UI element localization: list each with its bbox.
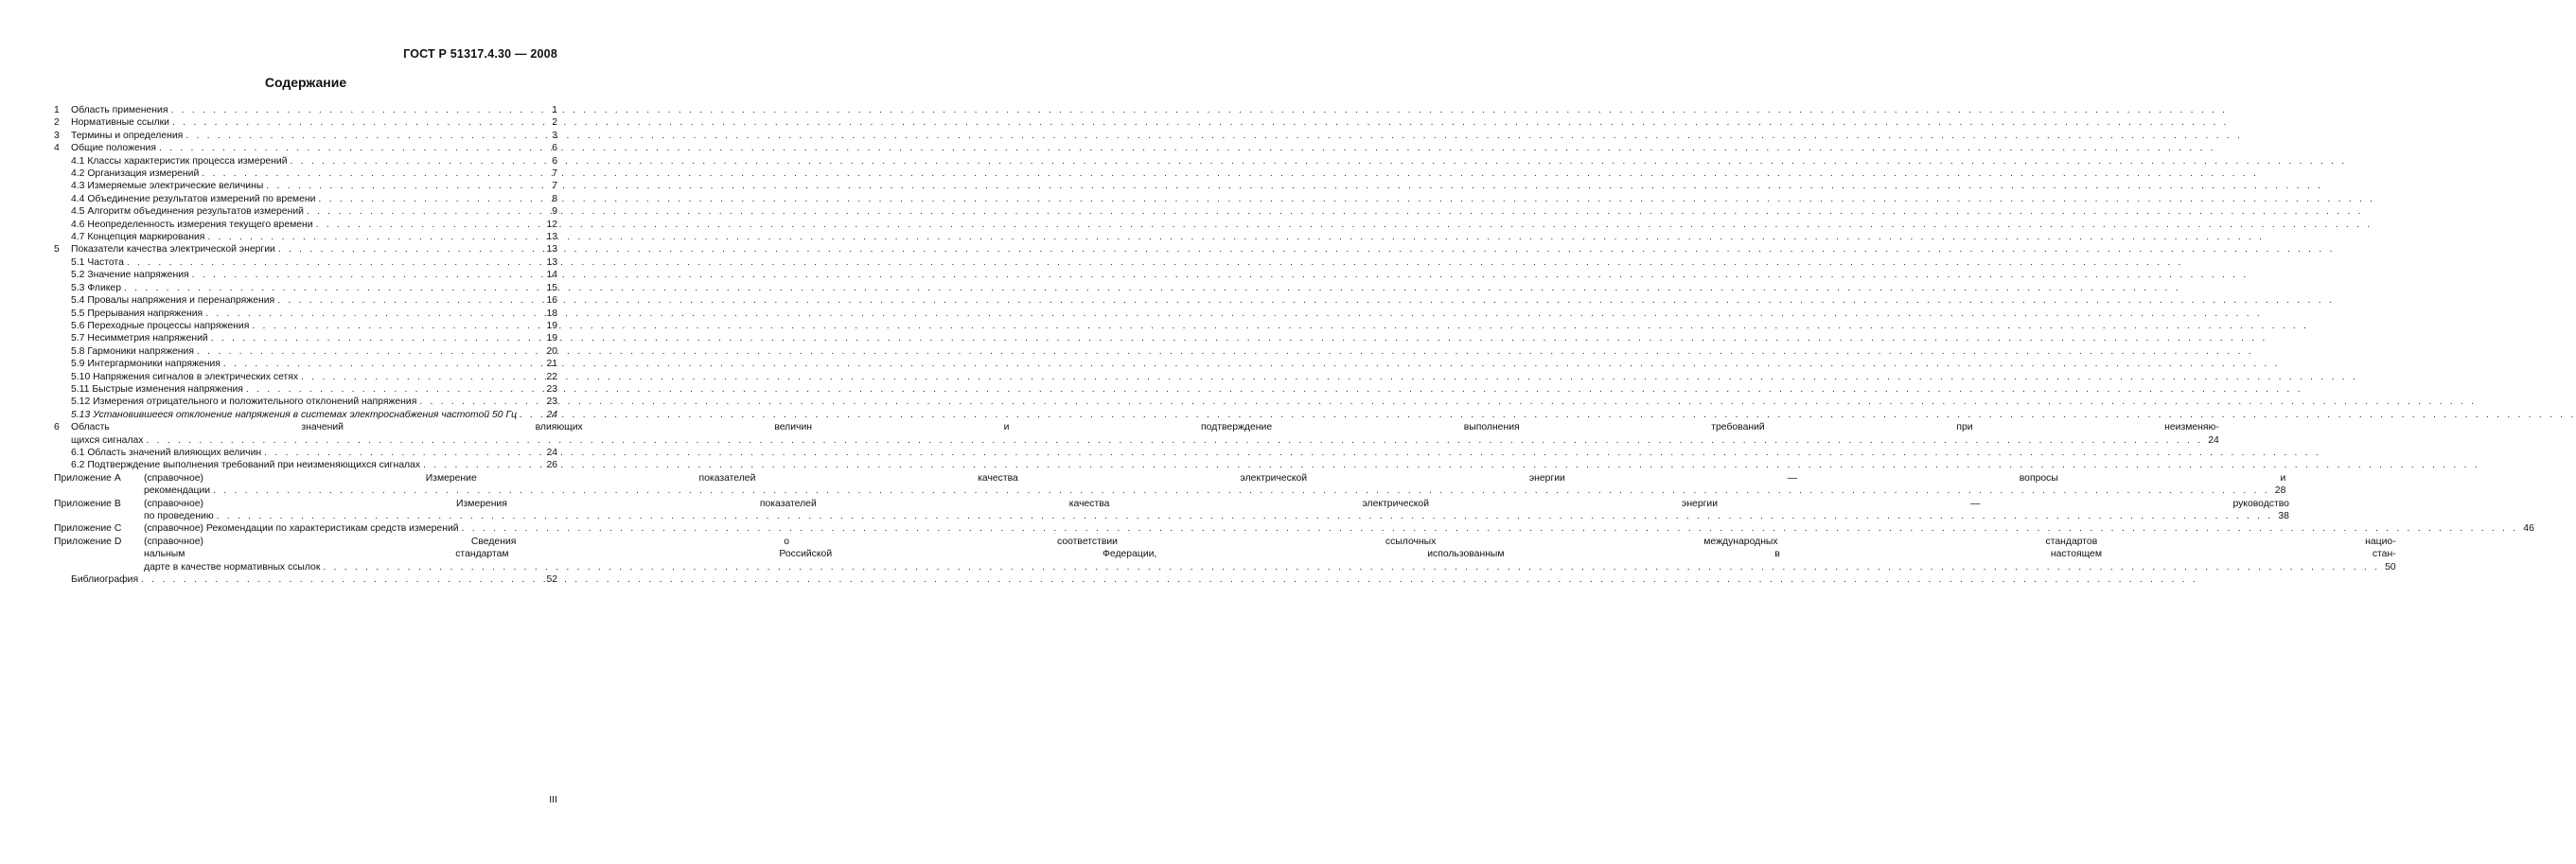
toc-entry-body <box>144 536 2396 573</box>
toc-entry-text: рекомендации <box>144 485 211 497</box>
toc-page-number: 13 <box>546 256 557 268</box>
toc-entry <box>54 371 557 383</box>
toc-entry-text: 5.12 Измерения отрицательного и положительного отклонений напряжения <box>71 397 417 408</box>
toc-entry-line: (справочное) Сведения о соответствии ссылочных международных стандартов нацио- <box>144 536 2396 547</box>
dot-leader <box>223 358 541 370</box>
toc-entry-text: Область применения <box>71 105 168 115</box>
toc-entry-text: 5.4 Провалы напряжения и перенапряжения <box>71 295 275 307</box>
toc-entry-text: 5.1 Частота <box>71 256 124 268</box>
toc-entry-text: 5.5 Прерывания напряжения <box>71 308 203 319</box>
toc-entry-number: 3 <box>54 130 60 141</box>
toc-entry <box>54 168 557 180</box>
dot-leader <box>202 168 541 180</box>
toc-entry-text: 4.4 Объединение результатов измерений по времени <box>71 193 316 204</box>
dot-leader <box>192 269 541 281</box>
dot-leader <box>217 510 2273 522</box>
dot-leader <box>170 104 541 116</box>
toc-entry-number: 5 <box>54 244 60 256</box>
toc-page-number: 13 <box>546 232 557 243</box>
toc-entry <box>54 243 557 256</box>
dot-leader <box>291 155 542 168</box>
toc-entry-text: 4.3 Измеряемые электрические величины <box>71 181 264 192</box>
dot-leader <box>278 243 541 256</box>
toc-entry-text: по проведению <box>144 511 214 521</box>
toc-page-number: 38 <box>2278 511 2289 521</box>
toc-entry-text: 5.10 Напряжения сигналов в электрических сетях <box>71 371 299 382</box>
toc-entry <box>54 205 557 218</box>
page-number: III <box>549 794 557 805</box>
toc-entry <box>54 421 2219 447</box>
dot-leader <box>205 308 541 320</box>
toc-entry <box>54 358 557 370</box>
appendix-label: Приложение D <box>54 536 122 547</box>
toc-page-number: 14 <box>546 270 557 281</box>
toc-page-number: 19 <box>546 320 557 331</box>
dot-leader <box>419 396 541 408</box>
dot-leader <box>264 447 541 459</box>
toc-page-number: 9 <box>552 206 557 218</box>
toc-entry <box>54 193 557 205</box>
toc-page-number: 7 <box>552 181 557 192</box>
toc-entry-text: Общие положения <box>71 143 156 154</box>
toc-entry-text: Нормативные ссылки <box>71 117 169 129</box>
toc-entry-body <box>71 421 2219 447</box>
toc-entry-line: (справочное) Измерения показателей качества электрической энергии — руководство <box>144 498 2289 509</box>
dot-leader <box>252 320 541 332</box>
toc-title: Содержание <box>264 75 347 90</box>
dot-leader <box>141 573 541 586</box>
toc-entry-line: (справочное) Измерение показателей качества электрической энергии — вопросы и <box>144 472 2286 484</box>
toc-entry-line: нальным стандартам Российской Федерации, использованным в настоящем стан- <box>144 549 2396 560</box>
toc-entry <box>54 142 557 154</box>
toc-entry-line <box>144 522 2534 535</box>
toc-entry <box>54 308 557 320</box>
toc-entry <box>54 269 557 281</box>
toc-entry-body <box>144 472 2285 498</box>
toc-page-number: 16 <box>546 295 557 307</box>
toc-entry <box>54 104 557 116</box>
dot-leader <box>213 485 2269 497</box>
toc-entry <box>54 345 557 358</box>
dot-leader <box>266 180 541 192</box>
toc-entry <box>54 472 2286 498</box>
toc-entry-text: 4.6 Неопределенность измерения текущего времени <box>71 219 313 230</box>
toc-entry <box>54 282 557 294</box>
toc-page-number: 23 <box>546 397 557 408</box>
dot-leader <box>246 383 541 396</box>
toc-page-number: 19 <box>546 333 557 344</box>
dot-leader <box>185 130 541 142</box>
toc-entry-text: 4.2 Организация измерений <box>71 168 200 180</box>
toc-entry-text: 5.9 Интергармоники напряжения <box>71 359 221 370</box>
dot-leader <box>159 142 541 154</box>
toc-entry <box>54 332 557 344</box>
toc-entry-number: 6 <box>54 422 60 433</box>
dot-leader <box>211 332 541 344</box>
toc-entry <box>54 130 557 142</box>
toc-page-number: 21 <box>546 359 557 370</box>
toc-page-number: 2 <box>552 117 557 129</box>
toc-page-number: 24 <box>546 409 557 420</box>
toc-entry-line <box>144 561 2396 573</box>
dot-leader <box>277 294 541 307</box>
toc-page-number: 24 <box>546 447 557 458</box>
toc-entry-text: 4.7 Концепция маркирования <box>71 232 205 243</box>
toc-page-number: 3 <box>552 130 557 141</box>
toc-page-number: 7 <box>552 168 557 180</box>
toc-entry <box>54 409 557 421</box>
toc-entry-line <box>144 510 2289 522</box>
toc-entry <box>54 573 557 586</box>
dot-leader <box>318 193 541 205</box>
toc-page-number: 52 <box>546 574 557 586</box>
dot-leader <box>323 561 2379 573</box>
toc-page-number: 22 <box>546 371 557 382</box>
toc-entry <box>54 180 557 192</box>
toc-page-number: 23 <box>546 383 557 395</box>
toc-entry <box>54 498 2289 523</box>
appendix-label: Приложение В <box>54 498 121 509</box>
toc-page-number: 50 <box>2385 561 2396 573</box>
toc-entry <box>54 219 557 231</box>
dot-leader <box>127 256 541 269</box>
toc-entry <box>54 231 557 243</box>
toc-entry-text: Библиография <box>71 574 139 586</box>
toc-entry-text: 5.6 Переходные процессы напряжения <box>71 320 250 331</box>
toc-page-number: 12 <box>546 219 557 230</box>
toc-page-number: 1 <box>552 105 557 115</box>
toc-entry-body <box>144 498 2289 523</box>
toc-entry-number: 4 <box>54 143 60 154</box>
appendix-label: Приложение С <box>54 523 122 535</box>
toc-entry-text: Показатели качества электрической энергии <box>71 244 275 256</box>
toc-entry-line <box>71 434 2219 447</box>
toc-entry <box>54 447 557 459</box>
dot-leader <box>197 345 541 358</box>
toc-entry-text: 5.2 Значение напряжения <box>71 270 189 281</box>
toc-page-number: 20 <box>546 345 557 357</box>
dot-leader <box>146 434 2202 447</box>
toc-entry-number: 1 <box>54 105 60 115</box>
toc-page-number: 8 <box>552 193 557 204</box>
toc-entry-line <box>144 485 2285 497</box>
toc-entry <box>54 536 2396 573</box>
dot-leader <box>462 522 2518 535</box>
dot-leader <box>207 231 541 243</box>
toc-entry <box>54 459 557 471</box>
toc-page-number: 26 <box>546 460 557 471</box>
toc-entry <box>54 155 557 168</box>
toc-entry <box>54 522 2534 535</box>
toc-entry-text: дарте в качестве нормативных ссылок <box>144 561 321 573</box>
toc-entry-line: Область значений влияющих величин и подтверждение выполнения требований при неизменяю- <box>71 422 2219 433</box>
toc-entry <box>54 320 557 332</box>
toc-entry <box>54 116 557 129</box>
toc-entry <box>54 256 557 269</box>
toc-entry-text: 5.13 Установившееся отклонение напряжения в системах электроснабжения частотой 50 Гц <box>71 409 518 420</box>
toc-page-number: 6 <box>552 143 557 154</box>
toc-entry-text: 5.3 Фликер <box>71 282 121 293</box>
toc-entry-text: (справочное) Рекомендации по характеристикам средств измерений <box>144 523 459 535</box>
toc-page-number: 24 <box>2208 434 2219 446</box>
toc-entry-text: 5.8 Гармоники напряжения <box>71 345 194 357</box>
toc-page-number: 13 <box>546 244 557 256</box>
table-of-contents <box>54 104 2534 586</box>
dot-leader <box>172 116 541 129</box>
toc-page-number: 28 <box>2274 485 2286 497</box>
toc-page-number: 46 <box>2523 523 2534 535</box>
dot-leader <box>307 205 541 218</box>
toc-entry-body <box>144 522 2534 535</box>
toc-page-number: 18 <box>546 308 557 319</box>
dot-leader <box>423 459 541 471</box>
toc-entry-text: 4.5 Алгоритм объединения результатов измерений <box>71 206 304 218</box>
toc-entry <box>54 396 557 408</box>
dot-leader <box>301 371 541 383</box>
toc-entry <box>54 383 557 396</box>
toc-entry-text: Термины и определения <box>71 130 184 141</box>
toc-entry-text: 6.1 Область значений влияющих величин <box>71 447 262 458</box>
toc-page-number: 15 <box>546 282 557 293</box>
toc-entry-text: щихся сигналах <box>71 434 144 446</box>
toc-entry-text: 6.2 Подтверждение выполнения требований при неизменяющихся сигналах <box>71 460 421 471</box>
toc-entry <box>54 294 557 307</box>
toc-entry-text: 5.7 Несимметрия напряжений <box>71 333 208 344</box>
appendix-label: Приложение А <box>54 472 121 484</box>
dot-leader <box>520 409 541 421</box>
toc-entry-text: 4.1 Классы характеристик процесса измерений <box>71 155 288 167</box>
toc-entry-number: 2 <box>54 117 60 129</box>
toc-page-number: 6 <box>552 155 557 167</box>
dot-leader <box>316 219 541 231</box>
toc-entry-text: 5.11 Быстрые изменения напряжения <box>71 383 243 395</box>
dot-leader <box>124 282 541 294</box>
document-header: ГОСТ Р 51317.4.30 — 2008 <box>403 47 557 61</box>
